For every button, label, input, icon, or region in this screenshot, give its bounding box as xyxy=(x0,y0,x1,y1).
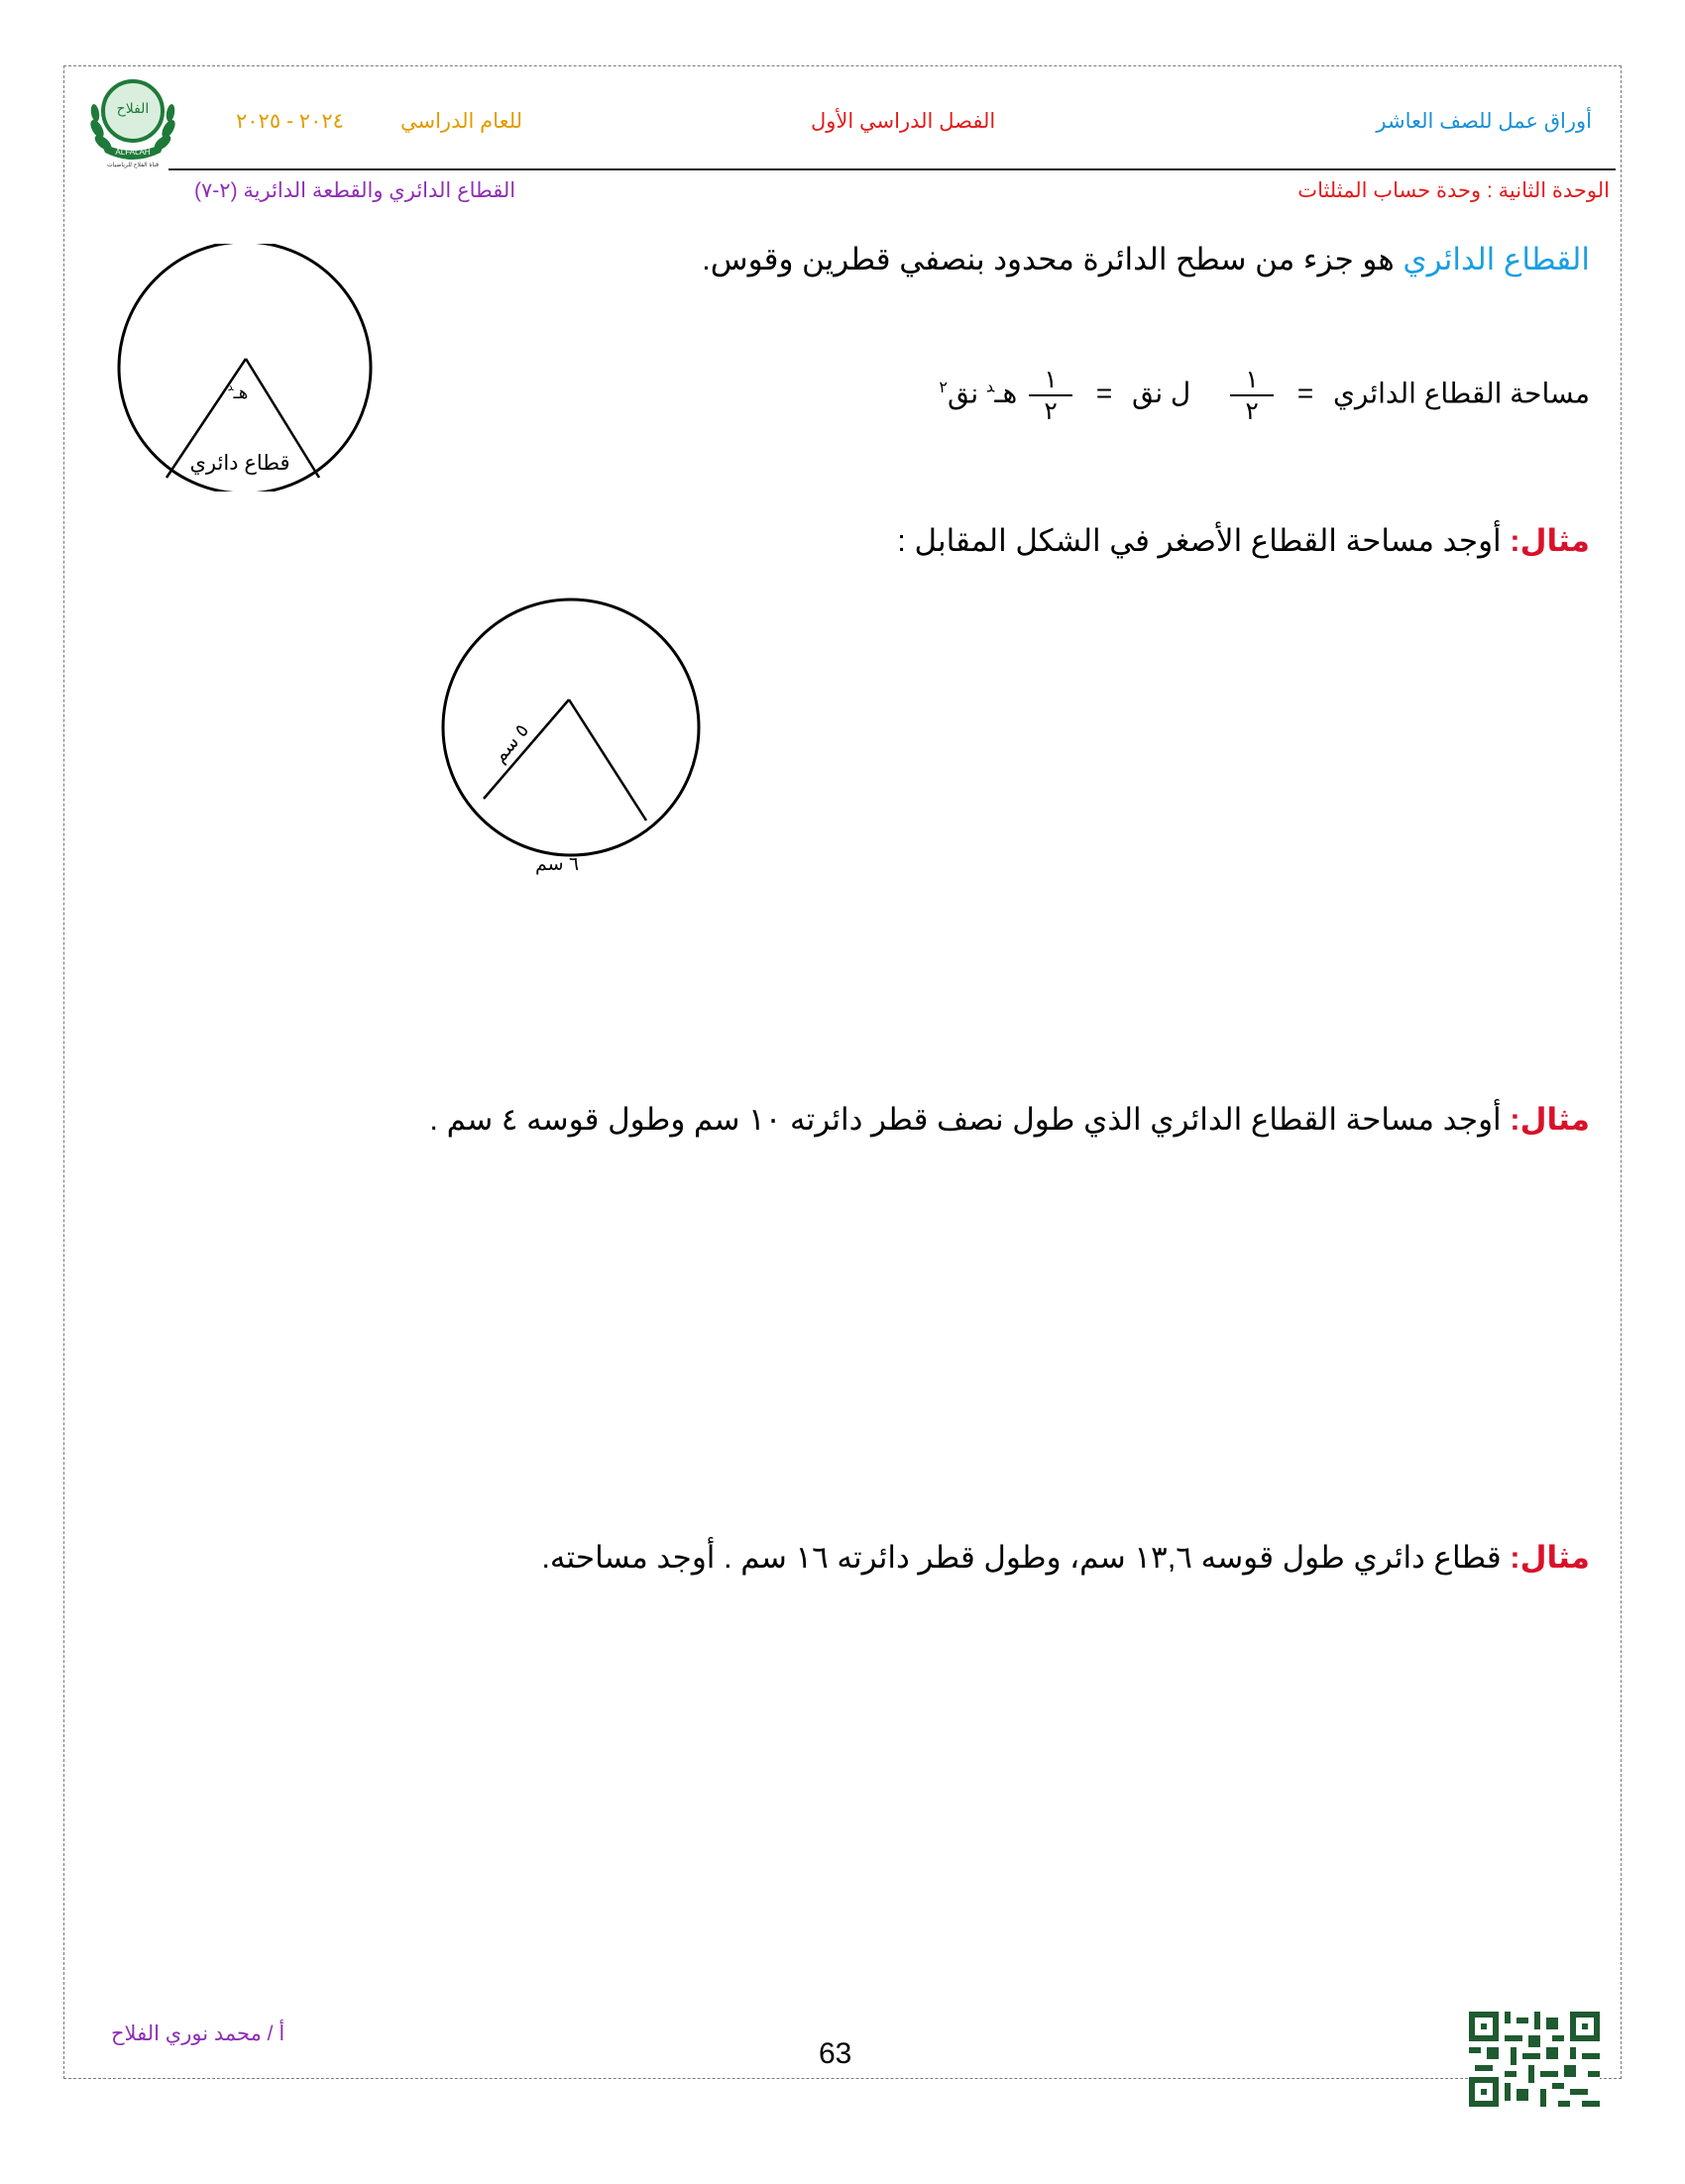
example-text: أوجد مساحة القطاع الأصغر في الشكل المقابل : xyxy=(897,523,1511,558)
formula-angle: هـ$^د$ xyxy=(985,378,1018,409)
alfalah-logo xyxy=(87,73,178,168)
unit-label: الوحدة الثانية : وحدة حساب المثلثات xyxy=(1297,179,1610,202)
formula-part-arc: ل نق xyxy=(1132,378,1191,409)
logo-name-ar: الفلاح xyxy=(116,100,150,116)
qr-code xyxy=(1469,2012,1600,2107)
semester-label: الفصل الدراسي الأول xyxy=(811,110,996,133)
formula-equals-2: = xyxy=(1095,378,1113,409)
example-label: مثال: xyxy=(1510,1540,1590,1575)
logo-name-en: ALFALAH xyxy=(115,148,151,157)
example-3 xyxy=(541,1540,1590,1576)
fraction-denominator: ٢ xyxy=(1044,397,1058,425)
formula-radius: نق xyxy=(947,378,986,409)
formula-equals-1: = xyxy=(1296,378,1314,409)
chord-label: ٦ سم xyxy=(534,854,580,875)
definition-text: هو جزء من سطح الدائرة محدود بنصفي قطرين وقوس. xyxy=(702,242,1404,276)
radius-line-right xyxy=(569,700,646,820)
example-text: قطاع دائري طول قوسه ١٣,٦ سم، وطول قطر دائرته ١٦ سم . أوجد مساحته. xyxy=(541,1540,1511,1575)
year-value: ٢٠٢٤ - ٢٠٢٥ xyxy=(236,110,344,133)
circle-outline xyxy=(443,600,699,855)
radius-label: ٥ سم xyxy=(489,719,533,768)
sector-diagram xyxy=(111,244,379,491)
example-label: مثال: xyxy=(1510,1102,1590,1137)
lesson-label: القطاع الدائري والقطعة الدائرية (٢-٧) xyxy=(194,179,516,202)
example-label: مثال: xyxy=(1510,523,1590,558)
example-circle-diagram xyxy=(436,597,714,884)
definition-term: القطاع الدائري xyxy=(1403,242,1590,276)
fraction-denominator: ٢ xyxy=(1245,397,1259,425)
year-label: للعام الدراسي xyxy=(400,110,523,133)
sector-label: قطاع دائري xyxy=(189,452,290,475)
example-1 xyxy=(897,523,1590,559)
sector-area-formula xyxy=(939,367,1590,424)
example-text: أوجد مساحة القطاع الدائري الذي طول نصف قطر دائرته ١٠ سم وطول قوسه ٤ سم . xyxy=(429,1102,1511,1137)
logo-caption: قناة الفلاح للرياضيات xyxy=(107,163,159,168)
fraction-numerator: ١ xyxy=(1245,366,1259,393)
angle-label: هـ$^د$ xyxy=(227,382,249,402)
example-2 xyxy=(429,1102,1590,1138)
formula-fraction-1 xyxy=(1230,367,1274,424)
definition xyxy=(702,242,1590,277)
header-divider xyxy=(168,168,1616,170)
worksheet-title: أوراق عمل للصف العاشر xyxy=(1376,110,1592,133)
formula-square: ٢ xyxy=(939,380,948,397)
page-number: 63 xyxy=(819,2037,852,2070)
fraction-numerator: ١ xyxy=(1044,366,1058,393)
author-credit: أ / محمد نوري الفلاح xyxy=(111,2022,285,2045)
formula-fraction-2 xyxy=(1029,367,1072,424)
formula-lhs: مساحة القطاع الدائري xyxy=(1332,378,1590,409)
